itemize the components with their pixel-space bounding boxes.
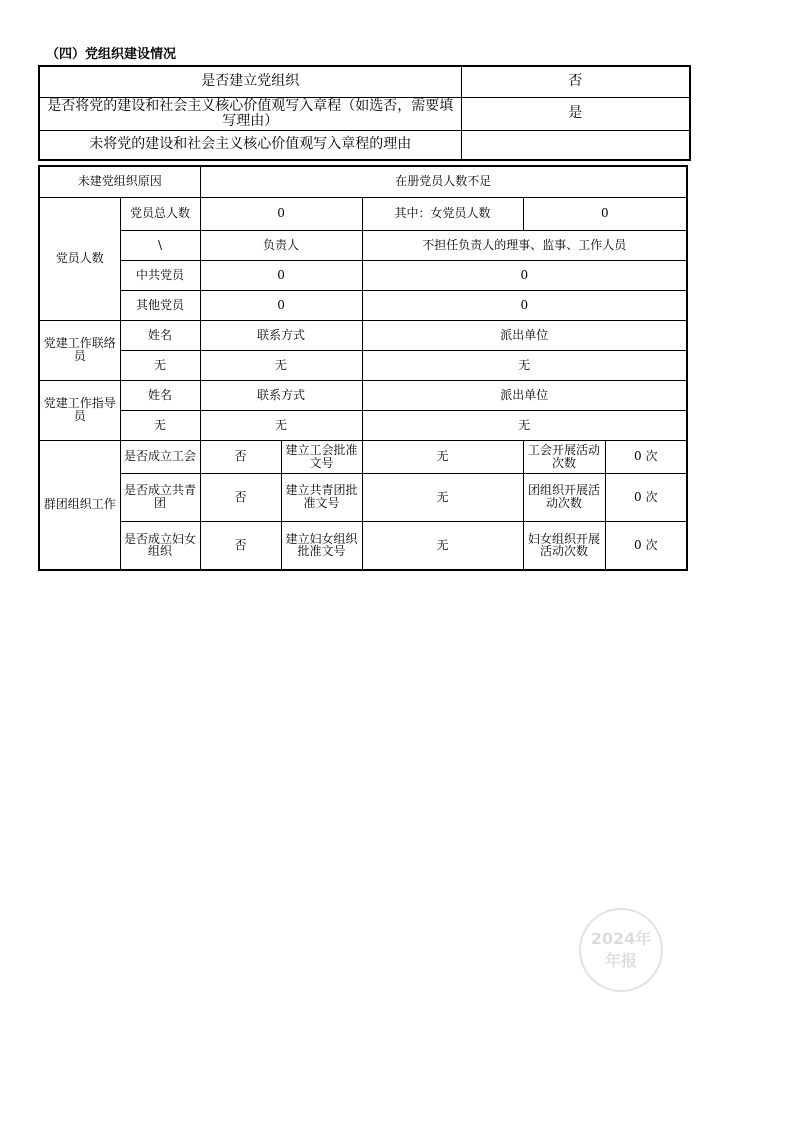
women-org-doc-value: 无 (362, 521, 523, 570)
annual-report-stamp (579, 908, 663, 992)
union-doc-value: 无 (362, 440, 523, 473)
header-leader: 负责人 (200, 230, 362, 260)
table-row (39, 197, 687, 230)
liaison-contact: 无 (200, 350, 362, 380)
stamp-year: 2024年 (590, 929, 652, 949)
table-row (39, 97, 690, 130)
table-row (39, 380, 687, 410)
row-value: 否 (461, 66, 690, 97)
liaison-col-name: 姓名 (120, 320, 200, 350)
liaison-group-label: 党建工作联络员 (39, 320, 120, 380)
instructor-unit: 无 (362, 410, 687, 440)
row-label: 是否将党的建设和社会主义核心价值观写入章程（如选否，需要填写理由） (39, 97, 461, 130)
women-org-doc-label: 建立妇女组织批准文号 (281, 521, 362, 570)
reason-label: 未建党组织原因 (39, 166, 200, 197)
table-row (39, 290, 687, 320)
youth-league-question: 是否成立共青团 (120, 473, 200, 521)
youth-league-activity-count: 0 次 (605, 473, 687, 521)
instructor-group-label: 党建工作指导员 (39, 380, 120, 440)
table-row (39, 521, 687, 570)
reason-value: 在册党员人数不足 (200, 166, 687, 197)
table-row (39, 230, 687, 260)
union-activity-label: 工会开展活动次数 (523, 440, 605, 473)
section-title: （四）党组织建设情况 (46, 47, 177, 62)
table-row (39, 473, 687, 521)
union-activity-count: 0 次 (605, 440, 687, 473)
instructor-col-contact: 联系方式 (200, 380, 362, 410)
table-row (39, 320, 687, 350)
table-row (39, 130, 690, 160)
liaison-col-contact: 联系方式 (200, 320, 362, 350)
table-row (39, 440, 687, 473)
cpc-leader-count: 0 (200, 260, 362, 290)
header-non-leader: 不担任负责人的理事、监事、工作人员 (362, 230, 687, 260)
union-answer: 否 (200, 440, 281, 473)
liaison-col-unit: 派出单位 (362, 320, 687, 350)
other-non-leader-count: 0 (362, 290, 687, 320)
women-org-activity-label: 妇女组织开展活动次数 (523, 521, 605, 570)
table-row (39, 260, 687, 290)
instructor-contact: 无 (200, 410, 362, 440)
table-row (39, 66, 690, 97)
liaison-unit: 无 (362, 350, 687, 380)
table-row (39, 350, 687, 380)
instructor-col-name: 姓名 (120, 380, 200, 410)
table-row (39, 410, 687, 440)
other-leader-count: 0 (200, 290, 362, 320)
female-members-label: 其中：女党员人数 (362, 197, 523, 230)
women-org-activity-count: 0 次 (605, 521, 687, 570)
women-org-answer: 否 (200, 521, 281, 570)
youth-league-doc-value: 无 (362, 473, 523, 521)
youth-league-answer: 否 (200, 473, 281, 521)
row-value: 是 (461, 97, 690, 130)
cpc-non-leader-count: 0 (362, 260, 687, 290)
union-question: 是否成立工会 (120, 440, 200, 473)
party-detail-table (38, 165, 688, 571)
header-slash: \ (120, 230, 200, 260)
row-value (461, 130, 690, 160)
youth-league-doc-label: 建立共青团批准文号 (281, 473, 362, 521)
mass-org-group-label: 群团组织工作 (39, 440, 120, 570)
union-doc-label: 建立工会批准文号 (281, 440, 362, 473)
cpc-members-label: 中共党员 (120, 260, 200, 290)
instructor-name: 无 (120, 410, 200, 440)
total-members-label: 党员总人数 (120, 197, 200, 230)
table-row (39, 166, 687, 197)
total-members-value: 0 (200, 197, 362, 230)
youth-league-activity-label: 团组织开展活动次数 (523, 473, 605, 521)
row-label: 未将党的建设和社会主义核心价值观写入章程的理由 (39, 130, 461, 160)
liaison-name: 无 (120, 350, 200, 380)
instructor-col-unit: 派出单位 (362, 380, 687, 410)
other-members-label: 其他党员 (120, 290, 200, 320)
party-org-summary-table (38, 65, 691, 161)
female-members-value: 0 (523, 197, 687, 230)
members-group-label: 党员人数 (39, 197, 120, 320)
row-label: 是否建立党组织 (39, 66, 461, 97)
women-org-question: 是否成立妇女组织 (120, 521, 200, 570)
stamp-text: 年报 (604, 951, 637, 970)
